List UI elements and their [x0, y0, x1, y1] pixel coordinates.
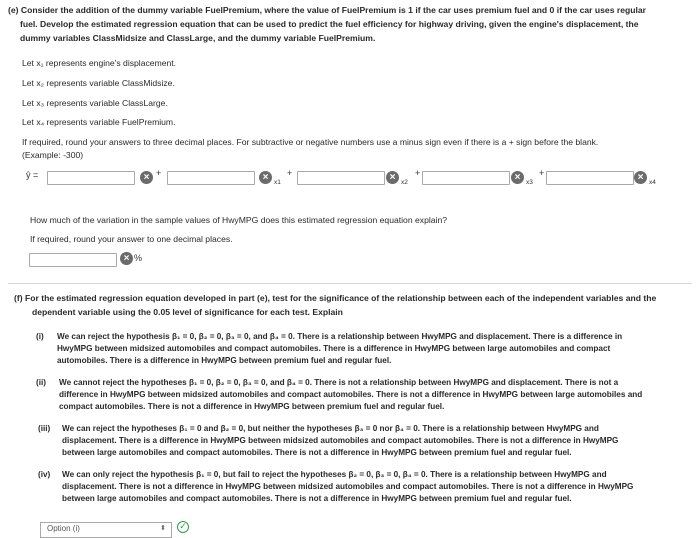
x-circle-icon[interactable]: ×	[259, 171, 272, 184]
plus-sign: +	[415, 168, 421, 178]
option-iv-number: (iv)	[38, 470, 51, 479]
answer-select-value: Option (i)	[47, 524, 80, 533]
option-ii-line-2: difference in HwyMPG between midsized automobiles and compact automobiles. There is not a difference in HwyMPG between large automobiles and	[59, 390, 643, 399]
round-note: If required, round your answers to three decimal places. For subtractive or negative numbers use a minus sign even if there is a + sign before the blank.	[22, 137, 599, 147]
b3-input[interactable]	[422, 171, 510, 185]
plus-sign: +	[156, 168, 162, 178]
x-circle-icon[interactable]: ×	[634, 171, 647, 184]
let-x3: Let x₃ represents variable ClassLarge.	[22, 98, 168, 108]
part-e-intro-line-3: dummy variables ClassMidsize and ClassLarge, and the dummy variable FuelPremium.	[20, 33, 376, 43]
x4-subscript: x4	[649, 179, 656, 186]
let-x4: Let x₄ represents variable FuelPremium.	[22, 117, 176, 127]
option-i-line-2: HwyMPG between midsized automobiles and compact automobiles. There is a difference in HwyMPG between large automobiles and compact	[57, 344, 611, 353]
check-circle-icon: ✓	[177, 521, 189, 533]
answer-select[interactable]	[40, 522, 172, 538]
part-e-intro-line-1: (e) Consider the addition of the dummy variable FuelPremium, where the value of FuelPremium is 1 if the car uses premium fuel and 0 if the car uses regular	[8, 5, 647, 15]
x-circle-icon[interactable]: ×	[120, 252, 133, 265]
option-iii-number: (iii)	[38, 424, 51, 433]
option-ii-number: (ii)	[36, 378, 47, 387]
chevron-updown-icon: ⬍	[160, 525, 166, 532]
plus-sign: +	[287, 168, 293, 178]
option-iii-line-1: We can reject the hypotheses β₁ = 0 and β₂ = 0, but neither the hypotheses β₃ = 0 nor β₄ = 0. There is a relationship between HwyMPG and	[62, 424, 599, 433]
x-circle-icon[interactable]: ×	[140, 171, 153, 184]
x3-subscript: x3	[526, 179, 533, 186]
option-iii-line-2: displacement. There is a difference in HwyMPG between midsized automobiles and compact automobiles. There is not a difference in HwyMPG	[62, 436, 619, 445]
option-iv-line-3: between large automobiles and compact automobiles. There is not a difference in HwyMPG between premium fuel and regular fuel.	[62, 494, 572, 503]
option-iii-line-3: between large automobiles and compact automobiles. There is not a difference in HwyMPG between premium fuel and regular fuel.	[62, 448, 572, 457]
intercept-input[interactable]	[47, 171, 135, 185]
b4-input[interactable]	[546, 171, 634, 185]
let-x1: Let x₁ represents engine's displacement.	[22, 58, 177, 68]
b2-input[interactable]	[297, 171, 385, 185]
x1-subscript: x1	[274, 179, 281, 186]
yhat-label: ŷ =	[26, 170, 39, 180]
x1-label	[274, 174, 281, 184]
option-i-number: (i)	[36, 332, 44, 341]
variation-question: How much of the variation in the sample values of HwyMPG does this estimated regression equation explain?	[30, 215, 448, 225]
option-iv-line-2: displacement. There is not a difference in HwyMPG between midsized automobiles and compact automobiles. There is not a difference in HwyMPG	[62, 482, 634, 491]
x4-label	[649, 174, 656, 184]
variation-round-note: If required, round your answer to one decimal places.	[30, 234, 233, 244]
x2-subscript: x2	[401, 179, 408, 186]
x2-label	[401, 174, 408, 184]
section-divider	[8, 283, 692, 284]
part-f-intro-line-1: (f) For the estimated regression equation developed in part (e), test for the significance of the relationship between each of the independent variables and the	[14, 293, 657, 303]
x-circle-icon[interactable]: ×	[386, 171, 399, 184]
variation-percent-input[interactable]	[29, 253, 117, 267]
part-f-intro-line-2: dependent variable using the 0.05 level of significance for each test. Explain	[32, 307, 343, 317]
example-note: (Example: -300)	[22, 150, 84, 160]
option-i-line-3: automobiles. There is a difference in HwyMPG between premium fuel and regular fuel.	[57, 356, 392, 365]
option-iv-line-1: We can only reject the hypothesis β₁ = 0, but fail to reject the hypotheses β₂ = 0, β₃ = 0, β₄ = 0. There is a relationship between HwyMPG and	[62, 470, 607, 479]
option-ii-line-3: compact automobiles. There is not a difference in HwyMPG between premium fuel and regular fuel.	[59, 402, 445, 411]
percent-sign: %	[134, 253, 143, 263]
option-i-line-1: We can reject the hypothesis β₁ = 0, β₂ = 0, β₃ = 0, and β₄ = 0. There is a relationship between HwyMPG and displacement. There is a difference in	[57, 332, 623, 341]
part-e-intro-line-2: fuel. Develop the estimated regression equation that can be used to predict the fuel efficiency for highway driving, given the engine's displacement, the	[20, 19, 639, 29]
plus-sign: +	[539, 168, 545, 178]
x3-label	[526, 174, 533, 184]
x-circle-icon[interactable]: ×	[511, 171, 524, 184]
option-ii-line-1: We cannot reject the hypotheses β₁ = 0, β₂ = 0, β₃ = 0, and β₄ = 0. There is not a relationship between HwyMPG and displacement. There is not a	[59, 378, 619, 387]
let-x2: Let x₂ represents variable ClassMidsize.	[22, 78, 175, 88]
b1-input[interactable]	[167, 171, 255, 185]
